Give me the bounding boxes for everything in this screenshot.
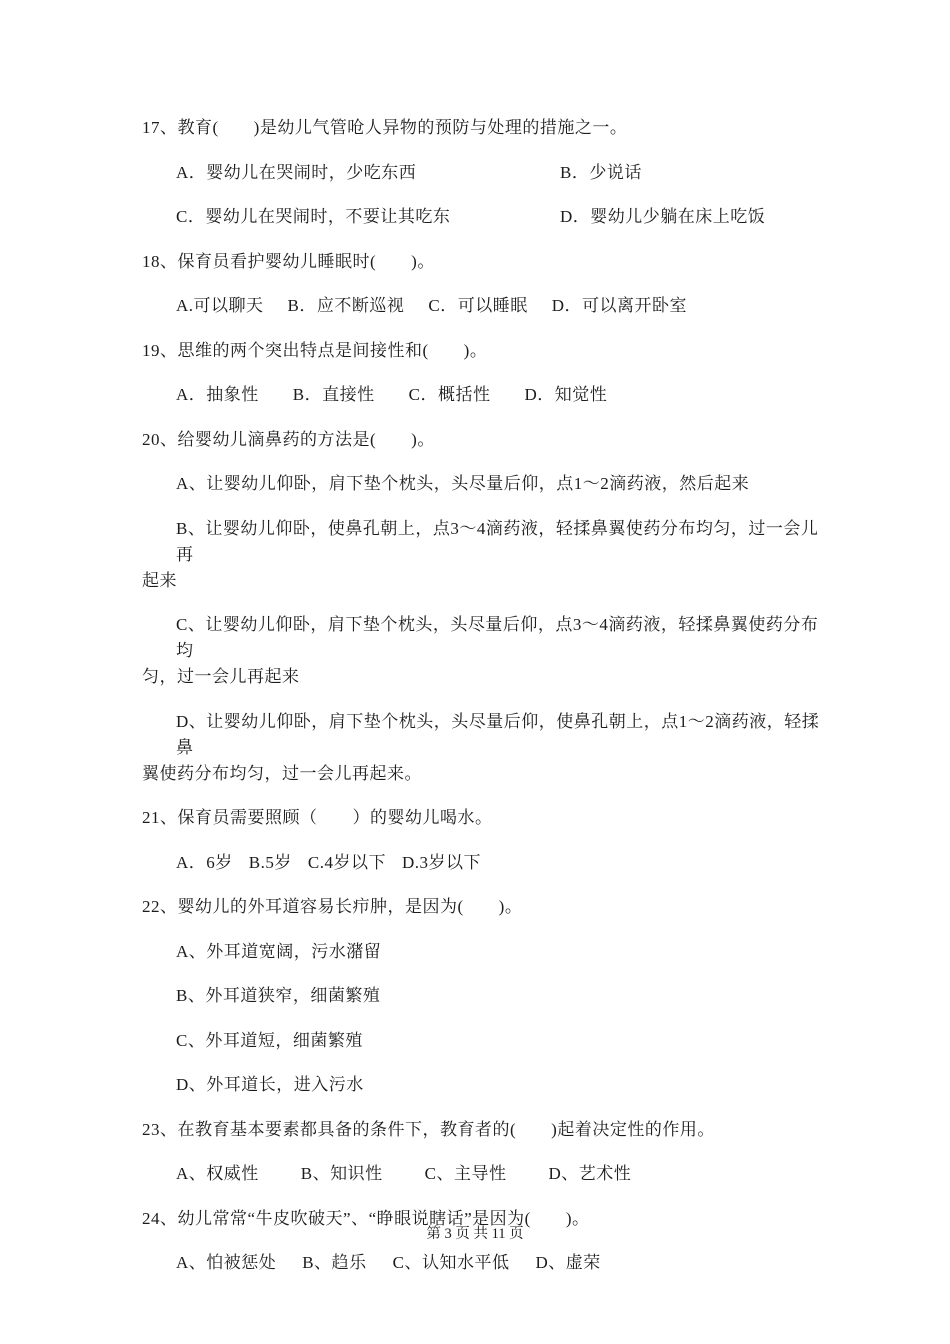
question-stem: 20、给婴幼儿滴鼻药的方法是( )。 [142,429,435,449]
option-c: C、认知水平低 [392,1253,510,1272]
option-a: A．6岁 [176,852,233,872]
question-stem: 22、婴幼儿的外耳道容易长疖肿，是因为( )。 [142,897,523,916]
options-row [142,850,832,876]
option-d: D、艺术性 [548,1164,632,1183]
option-c: C、主导性 [424,1164,507,1183]
options-row [142,1161,832,1187]
options-row [142,293,832,319]
question-stem: 21、保育员需要照顾（ ）的婴幼儿喝水。 [142,808,493,827]
option-d [142,709,832,787]
option-d: D.3岁以下 [401,852,481,872]
option-c: C、外耳道短，细菌繁殖 [176,1030,363,1050]
question-stem: 19、思维的两个突出特点是间接性和( )。 [142,340,488,360]
option-d: D、虚荣 [535,1253,601,1272]
option-c [142,612,832,690]
option-b [142,516,832,594]
option-c: C.4岁以下 [307,852,386,872]
option-a [142,471,832,497]
option-a: A、外耳道宽阔，污水潴留 [176,941,382,961]
question-stem: 17、教育( )是幼儿气管呛人异物的预防与处理的措施之一。 [142,118,628,137]
question-stem: 23、在教育基本要素都具备的条件下，教育者的( )起着决定性的作用。 [142,1119,715,1139]
option-c-line-1: C、让婴幼儿仰卧，肩下垫个枕头，头尽量后仰，点3～4滴药液，轻揉鼻翼使药分布均 [176,615,819,660]
option-c: C．概括性 [408,385,491,404]
question-list [142,115,832,1295]
question-18 [142,249,832,320]
question-stem-row [142,805,832,831]
option-a-row [142,939,832,965]
option-d-line-2: 翼使药分布均匀，过一会儿再起来。 [142,763,422,783]
option-b: B、外耳道狭窄，细菌繁殖 [176,986,381,1005]
question-stem-row [142,338,832,364]
question-21 [142,805,832,876]
option-d: D、外耳道长，进入污水 [176,1075,364,1094]
option-d: D．知觉性 [524,385,608,404]
question-stem-row [142,249,832,275]
option-b-line-2: 起来 [142,570,177,590]
question-stem: 24、幼儿常常“牛皮吹破天”、“睁眼说瞎话”是因为( )。 [142,1208,590,1228]
question-stem-row [142,427,832,453]
question-17 [142,115,832,230]
option-d-line-1: D、让婴幼儿仰卧，肩下垫个枕头，头尽量后仰，使鼻孔朝上，点1～2滴药液，轻揉鼻 [176,711,820,757]
option-c: C．婴幼儿在哭闹时，不要让其吃东 [176,207,451,226]
question-19 [142,338,832,409]
option-b-line-1: B、让婴幼儿仰卧，使鼻孔朝上，点3～4滴药液，轻揉鼻翼使药分布均匀，过一会儿再 [176,518,819,564]
question-stem: 18、保育员看护婴幼儿睡眠时( )。 [142,251,435,271]
option-d: D．可以离开卧室 [551,296,687,315]
question-stem-row [142,894,832,920]
options-row-cd [142,204,832,230]
option-a: A．婴幼儿在哭闹时，少吃东西 [176,162,417,182]
question-22 [142,894,832,1098]
option-b: B．直接性 [292,385,375,404]
option-a: A、权威性 [176,1164,259,1183]
option-b-row [142,983,832,1009]
options-row [142,1250,832,1276]
page-number-text: 第 3 页 共 11 页 [426,1226,524,1242]
option-a-line-1: A、让婴幼儿仰卧，肩下垫个枕头，头尽量后仰，点1～2滴药液，然后起来 [176,474,750,493]
option-b: B．应不断巡视 [287,296,405,315]
option-b: B.5岁 [248,852,292,872]
option-d: D．婴幼儿少躺在床上吃饭 [560,207,766,226]
option-c-line-2: 匀，过一会儿再起来 [142,667,300,686]
question-20 [142,427,832,787]
option-b: B、知识性 [300,1164,383,1183]
option-a: A．抽象性 [176,385,259,404]
option-d-row [142,1072,832,1098]
option-c: C．可以睡眠 [428,296,528,315]
option-b: B．少说话 [560,162,642,182]
option-a: A.可以聊天 [176,296,264,315]
option-a: A、怕被惩处 [176,1253,277,1272]
option-b: B、趋乐 [302,1253,367,1272]
option-c-row [142,1028,832,1054]
question-stem-row [142,1117,832,1143]
question-23 [142,1117,832,1188]
page-footer [0,1224,950,1244]
options-row [142,382,832,408]
options-row-ab [142,160,832,186]
question-stem-row [142,115,832,141]
